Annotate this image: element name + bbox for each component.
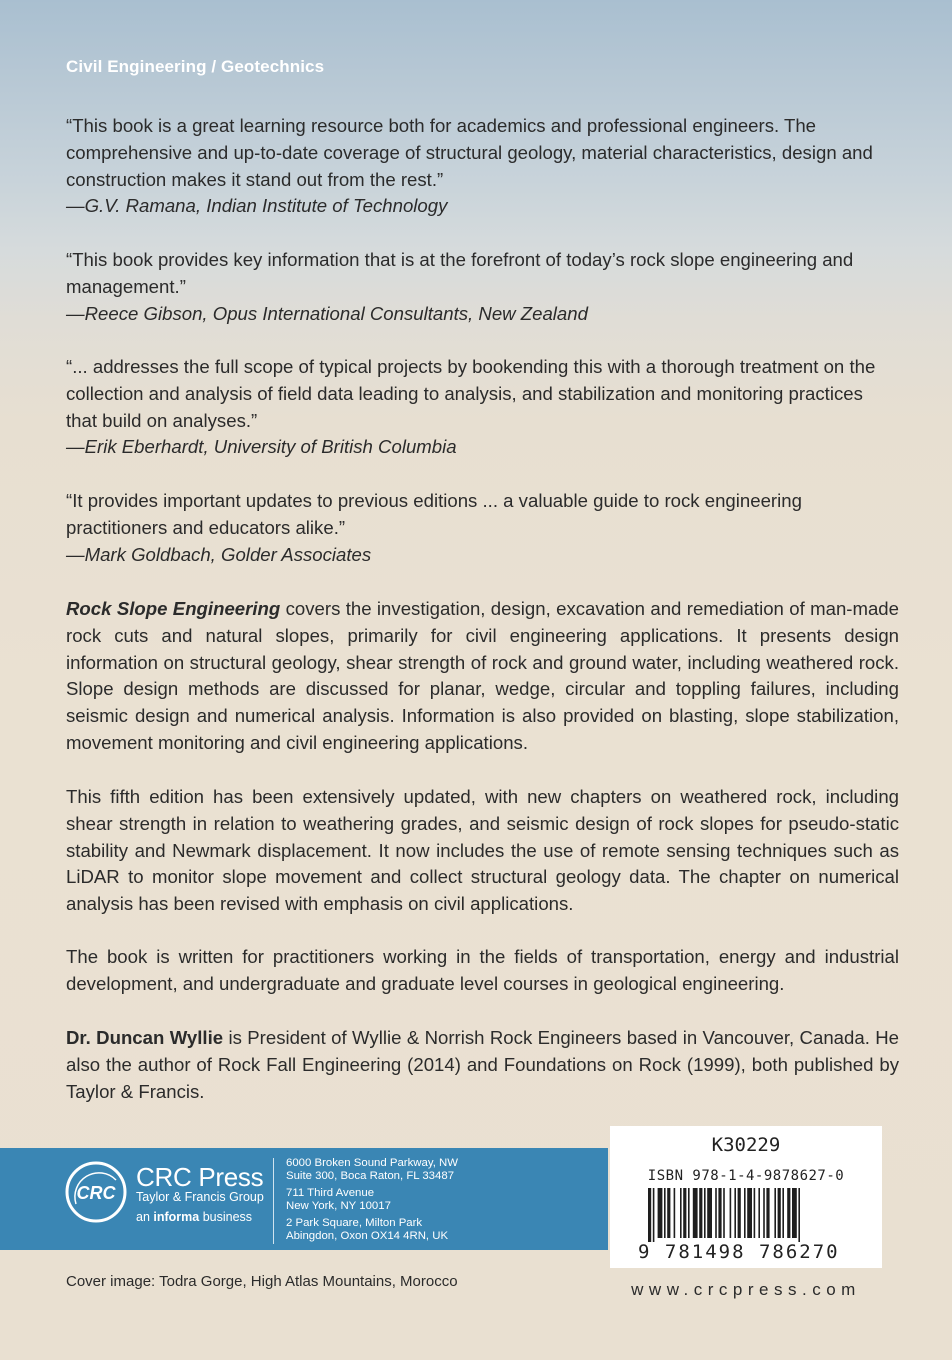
barcode-bar — [653, 1188, 655, 1242]
publisher-business — [136, 1210, 252, 1224]
quote-attribution: —Mark Goldbach, Golder Associates — [66, 543, 372, 565]
crc-logo-icon — [64, 1160, 128, 1224]
review-quote — [66, 113, 896, 220]
barcode-panel — [610, 1126, 882, 1268]
book-title: Rock Slope Engineering — [66, 598, 281, 619]
barcode-bar — [718, 1188, 721, 1238]
barcode-bar — [763, 1188, 765, 1238]
address-line: 2 Park Square, Milton Park — [286, 1217, 423, 1229]
barcode-bar — [683, 1188, 686, 1238]
address-line: 711 Third Avenue — [286, 1187, 375, 1199]
address-line: Suite 300, Boca Raton, FL 33487 — [286, 1170, 455, 1182]
crc-logo-text: CRC — [76, 1183, 116, 1203]
quote-text: “This book is a great learning resource both for academics and professional engineers. The comprehensive and up-to-date coverage of structural geology, material characteristics, design and construction makes it stand out from the rest.” — [66, 115, 873, 190]
barcode-bar — [674, 1188, 676, 1238]
review-quote — [66, 247, 896, 327]
barcode-bar — [680, 1188, 682, 1238]
author-name: Dr. Duncan Wyllie — [66, 1027, 224, 1048]
address-line: 6000 Broken Sound Parkway, NW — [286, 1157, 458, 1169]
description-body: covers the investigation, design, excavation and remediation of man-made rock cuts and natural slopes, primarily for civil engineering applications. It presents design information on structural geology, shear strength of rock and ground water, including weathered rock. Slope design methods are discussed for planar, wedge, circular and toppling failures, including seismic design and numerical analysis. Information is also provided on blasting, slope stabilization, movement monitoring and civil engineering applications. — [66, 598, 899, 753]
barcode-bar — [738, 1188, 741, 1238]
cover-credit: Cover image: Todra Gorge, High Atlas Mountains, Morocco — [66, 1273, 458, 1290]
barcode-bar — [744, 1188, 746, 1238]
barcode-bar — [774, 1188, 776, 1238]
barcode-bar — [787, 1188, 790, 1238]
quote-text: “It provides important updates to previous editions ... a valuable guide to rock engineering practitioners and educators alike.” — [66, 490, 802, 538]
description-paragraph — [66, 596, 899, 757]
barcode-bar — [792, 1188, 797, 1238]
barcode-bar — [664, 1188, 666, 1238]
barcode-bar — [754, 1188, 756, 1238]
barcode-bar — [699, 1188, 702, 1238]
address-line: Abingdon, Oxon OX14 4RN, UK — [286, 1230, 449, 1242]
barcode-bar — [766, 1188, 769, 1238]
barcode-bar — [648, 1188, 651, 1242]
quote-text: “This book provides key information that is at the forefront of today’s rock slope engineering and management.” — [66, 249, 854, 297]
barcode-bar — [723, 1188, 725, 1238]
barcode-bar — [658, 1188, 663, 1238]
business-prefix: an — [136, 1210, 154, 1224]
review-quote — [66, 488, 896, 568]
review-quote — [66, 354, 896, 461]
audience-paragraph: The book is written for practitioners working in the fields of transportation, energy and industrial development, and undergraduate and graduate level courses in geological engineering. — [66, 946, 899, 994]
quote-attribution: —G.V. Ramana, Indian Institute of Technology — [66, 195, 448, 217]
barcode-bar — [667, 1188, 670, 1238]
barcode-number: 9 781498 786270 — [638, 1241, 840, 1263]
barcode-bar — [734, 1188, 736, 1238]
website-url: www.crcpress.com — [631, 1280, 861, 1299]
business-suffix: business — [199, 1210, 253, 1224]
publisher-divider — [273, 1158, 274, 1244]
category-label: Civil Engineering / Geotechnics — [66, 57, 325, 76]
product-code: K30229 — [711, 1134, 781, 1156]
publisher-group: Taylor & Francis Group — [136, 1190, 264, 1204]
quote-text: “... addresses the full scope of typical projects by bookending this with a thorough treatment on the collection and analysis of field data leading to analysis, and stabilization and monitoring practices that build on analyses.” — [66, 356, 876, 431]
barcode-icon — [648, 1188, 848, 1242]
business-brand: informa — [153, 1210, 200, 1224]
barcode-bar — [730, 1188, 732, 1238]
quote-attribution: —Reece Gibson, Opus International Consultants, New Zealand — [66, 302, 588, 324]
barcode-bar — [693, 1188, 698, 1238]
barcode-bar — [778, 1188, 781, 1238]
barcode-bar — [747, 1188, 752, 1238]
author-paragraph — [66, 1025, 899, 1105]
publisher-name: CRC Press — [136, 1162, 264, 1192]
author-bio: is President of Wyllie & Norrish Rock Engineers based in Vancouver, Canada. He also the author of Rock Fall Engineering (2014) and Foundations on Rock (1999), both published by Taylor & Francis. — [66, 1027, 899, 1102]
barcode-bar — [715, 1188, 717, 1238]
barcode-bar — [707, 1188, 712, 1238]
isbn-text: ISBN 978-1-4-9878627-0 — [647, 1168, 845, 1184]
barcode-bar — [758, 1188, 760, 1238]
quote-attribution: —Erik Eberhardt, University of British Columbia — [66, 436, 457, 458]
barcode-bar — [688, 1188, 690, 1238]
barcode-bar — [798, 1188, 800, 1242]
edition-paragraph: This fifth edition has been extensively updated, with new chapters on weathered rock, including shear strength in relation to weathering grades, and seismic design of rock slopes for pseudo-static stability and Newmark displacement. It now includes the use of remote sensing techniques such as LiDAR to monitor slope movement and collect structural geology data. The chapter on numerical analysis has been revised with emphasis on civil applications. — [66, 786, 899, 915]
address-line: New York, NY 10017 — [286, 1200, 391, 1212]
barcode-bar — [782, 1188, 784, 1238]
barcode-bar — [704, 1188, 706, 1238]
